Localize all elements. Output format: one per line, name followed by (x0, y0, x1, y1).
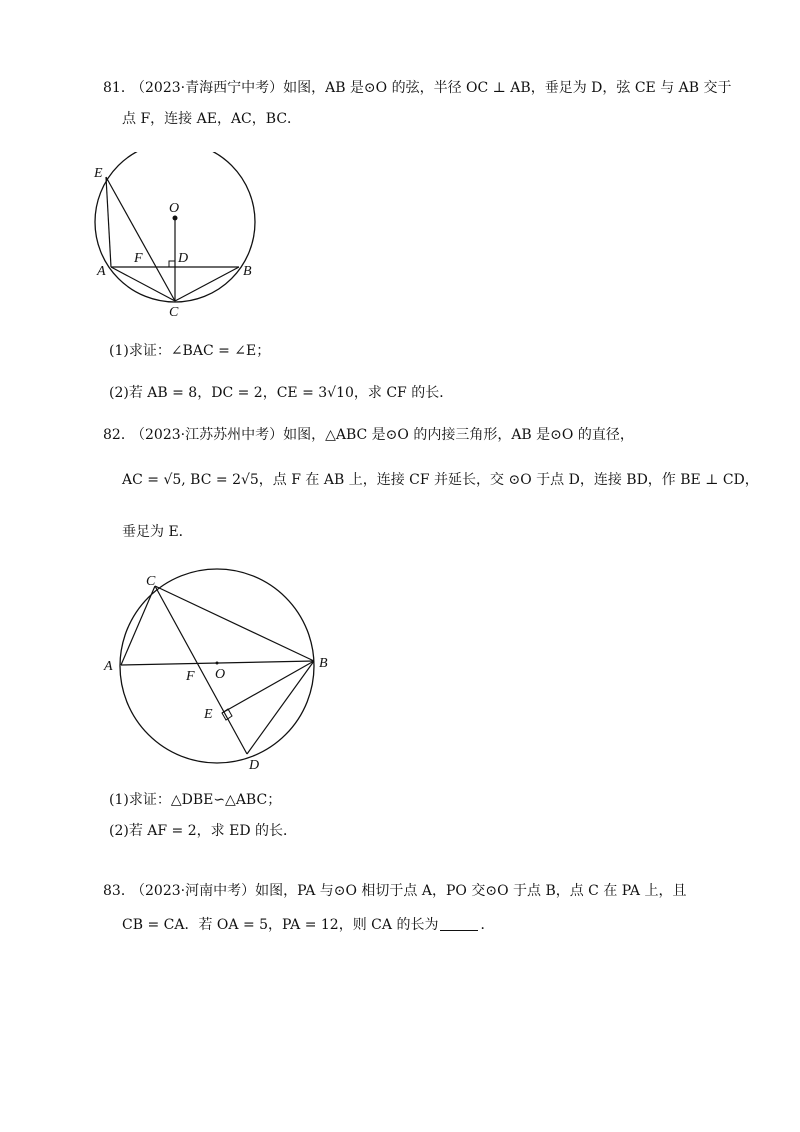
point-o-dot (216, 662, 219, 665)
problem-81-number: 81． (103, 80, 135, 96)
label-b: B (243, 264, 252, 279)
circle-o (120, 569, 314, 763)
label-b: B (319, 656, 328, 671)
label-c: C (146, 574, 156, 589)
label-o: O (169, 201, 180, 216)
problem-82-text-line1: （2023·江苏苏州中考）如图，△ABC 是⊙O 的内接三角形，AB 是⊙O 的直径， (131, 427, 634, 443)
problem-81-question-2: (2)若 AB = 8，DC = 2，CE = 3√10，求 CF 的长． (109, 385, 454, 401)
segment-ca (121, 586, 155, 665)
label-c: C (169, 305, 179, 320)
label-e: E (204, 707, 213, 722)
label-d: D (249, 758, 260, 773)
label-d: D (178, 251, 189, 266)
problem-82-text-line3: 垂足为 E． (122, 524, 193, 540)
answer-blank[interactable] (440, 916, 478, 931)
segment-be (222, 661, 314, 713)
problem-82-question-2: (2)若 AF = 2，求 ED 的长． (109, 823, 297, 839)
problem-83-line2-text: CB = CA．若 OA = 5，PA = 12，则 CA 的长为 (122, 917, 439, 933)
problem-82-text-line2: AC = √5, BC = 2√5，点 F 在 AB 上，连接 CF 并延长，交 ⊙O 于点 D，连接 BD，作 BE ⊥ CD， (122, 472, 759, 488)
problem-83-line2-end: ． (480, 917, 495, 933)
problem-81-text-line2: 点 F，连接 AE，AC，BC． (122, 111, 302, 127)
problem-81-figure (85, 152, 275, 322)
problem-82-number: 82． (103, 427, 135, 443)
problem-81-text-line1: （2023·青海西宁中考）如图，AB 是⊙O 的弦，半径 OC ⊥ AB，垂足为 D，弦 CE 与 AB 交于 (131, 80, 732, 96)
label-f: F (186, 669, 195, 684)
problem-82-figure (95, 568, 335, 778)
problem-82-question-1: (1)求证：△DBE∽△ABC； (109, 792, 282, 808)
problem-83-text-line2 (122, 915, 494, 935)
problem-81-question-1: (1)求证：∠BAC = ∠E； (109, 343, 271, 359)
label-a: A (97, 264, 106, 279)
problem-83-number: 83． (103, 883, 135, 899)
label-a: A (104, 659, 113, 674)
label-e: E (94, 166, 103, 181)
segment-cb (155, 586, 314, 661)
segment-cd (155, 586, 247, 754)
label-f: F (134, 251, 143, 266)
label-o: O (215, 667, 226, 682)
problem-83-text-line1: （2023·河南中考）如图，PA 与⊙O 相切于点 A，PO 交⊙O 于点 B，点 C 在 PA 上，且 (131, 883, 687, 899)
right-angle-mark-d (169, 261, 175, 267)
point-o-dot (173, 216, 178, 221)
segment-ea (106, 177, 111, 267)
